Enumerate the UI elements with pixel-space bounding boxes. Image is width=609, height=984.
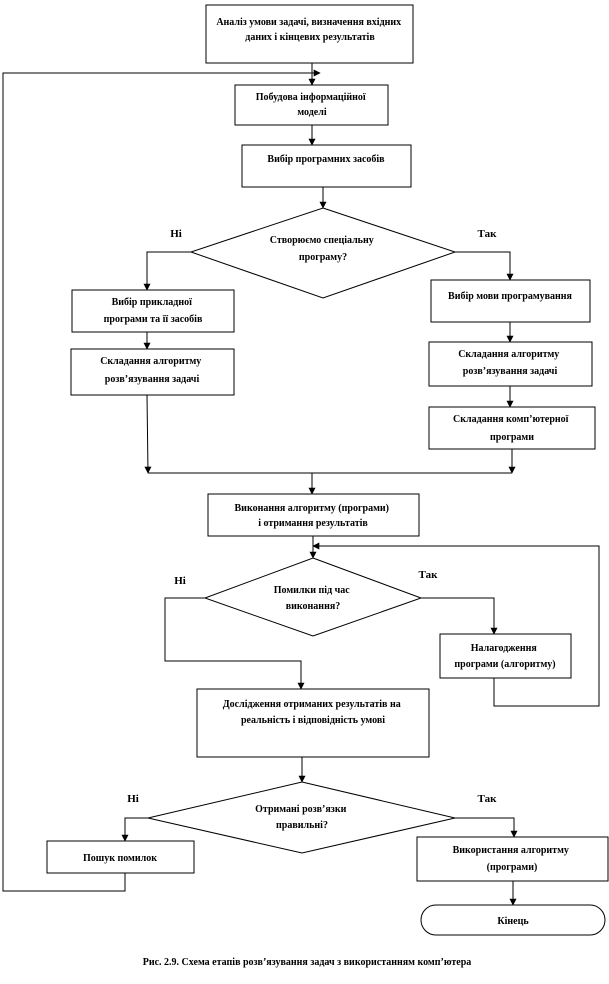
errors-line-2: виконання? xyxy=(285,601,341,612)
info-model-line-1: Побудова інформаційної xyxy=(255,92,366,103)
errors-yes-label: Так xyxy=(418,569,438,581)
software-choice-line-1: Вибір програмних засобів xyxy=(267,154,385,165)
info-model-box xyxy=(235,85,388,125)
analysis-line-1: Аналіз умови задачі, визначення вхідних xyxy=(216,17,402,28)
special-program-no-label: Ні xyxy=(170,228,182,240)
debug-line-1: Налагодження xyxy=(470,643,537,654)
connector-results-yes xyxy=(455,818,514,837)
algorithm-right-line-1: Складання алгоритму xyxy=(458,349,560,360)
execute-box xyxy=(208,494,419,536)
results-yes-label: Так xyxy=(477,793,497,805)
software-choice-box xyxy=(242,145,411,187)
connector-debug-loop xyxy=(313,546,599,706)
figure-caption: Рис. 2.9. Схема етапів розв’язування задач з використанням комп’ютера xyxy=(142,957,472,968)
special-program-line-2: програму? xyxy=(298,252,348,263)
end-line-1: Кінець xyxy=(497,916,529,927)
software-choice-label xyxy=(267,154,385,165)
analysis-line-2: даних і кінцевих результатів xyxy=(245,32,375,43)
use-algorithm-line-2: (програми) xyxy=(486,862,538,873)
computer-program-line-2: програми xyxy=(490,432,534,443)
info-model-line-2: моделі xyxy=(297,107,327,118)
applied-program-line-2: програми та її засобів xyxy=(103,314,203,325)
use-algorithm-line-1: Використання алгоритму xyxy=(452,845,569,856)
find-errors-line-1: Пошук помилок xyxy=(83,853,157,864)
find-errors-label xyxy=(83,853,157,864)
results-no-label: Ні xyxy=(127,793,139,805)
special-program-yes-label: Так xyxy=(477,228,497,240)
use-algorithm-box xyxy=(417,837,608,881)
language-choice-label xyxy=(448,291,573,302)
applied-program-line-1: Вибір прикладної xyxy=(111,297,192,308)
research-line-2: реальність і відповідність умові xyxy=(240,715,386,726)
debug-box xyxy=(440,634,571,678)
algorithm-left-line-2: розв’язування задачі xyxy=(104,374,200,385)
execute-line-2: і отримання результатів xyxy=(258,518,368,529)
research-line-1: Дослідження отриманих результатів на xyxy=(222,699,401,710)
end-label xyxy=(497,916,529,927)
results-correct-line-1: Отримані розв’язки xyxy=(255,804,347,815)
language-choice-line-1: Вибір мови програмування xyxy=(448,291,572,302)
connector-errors-yes xyxy=(421,598,494,634)
algorithm-right-line-2: розв’язування задачі xyxy=(462,366,558,377)
debug-line-2: програми (алгоритму) xyxy=(454,659,556,670)
execute-line-1: Виконання алгоритму (програми) xyxy=(234,503,389,514)
connector-find-errors-loop xyxy=(3,73,320,891)
computer-program-line-1: Складання комп’ютерної xyxy=(453,414,569,425)
connector-results-no xyxy=(125,818,148,841)
errors-decision xyxy=(205,558,421,636)
connector-decision-no-branch xyxy=(147,252,191,290)
connector-left-down xyxy=(147,395,148,473)
special-program-line-1: Створюємо спеціальну xyxy=(269,235,374,246)
algorithm-left-line-1: Складання алгоритму xyxy=(100,356,202,367)
errors-no-label: Ні xyxy=(174,575,186,587)
connector-decision-yes-branch xyxy=(455,252,510,280)
errors-line-1: Помилки під час xyxy=(273,585,350,596)
results-correct-line-2: правильні? xyxy=(276,820,328,831)
